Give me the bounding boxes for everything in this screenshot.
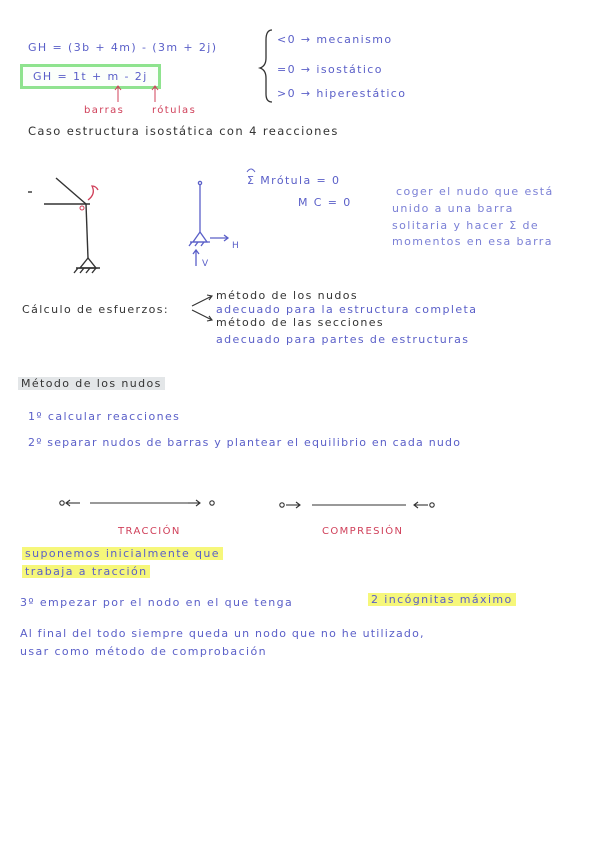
label-compresion: COMPRESIÓN <box>322 526 404 537</box>
supposition-line-1: suponemos inicialmente que <box>22 547 223 560</box>
tension-bar-icon <box>60 500 214 506</box>
supposition-line-2: trabaja a tracción <box>22 565 150 578</box>
class-row-3: >0 → hiperestático <box>277 87 407 100</box>
class-row-1: <0 → mecanismo <box>277 33 393 46</box>
frame-structure-icon <box>28 178 100 273</box>
calc-method-2: método de las secciones <box>216 316 385 329</box>
column-structure-icon <box>189 181 228 266</box>
step-1: 1º calcular reacciones <box>28 410 181 423</box>
pin-mark-icon <box>88 186 98 200</box>
label-h: H <box>232 241 241 251</box>
label-v: V <box>202 259 210 269</box>
compression-bar-icon <box>280 502 434 508</box>
right-note-1: coger el nudo que está <box>396 185 554 198</box>
nudos-heading: Método de los nudos <box>18 377 165 390</box>
moment-arc-icon <box>247 169 255 172</box>
formula-line-1: GH = (3b + 4m) - (3m + 2j) <box>28 41 218 54</box>
right-note-3: solitaria y hacer Σ de <box>392 219 539 232</box>
right-note-4: momentos en esa barra <box>392 235 553 248</box>
moment-note: Σ Mrótula = 0 <box>247 174 341 187</box>
brace-icon <box>260 30 272 102</box>
step-3: 3º empezar por el nodo en el que tenga <box>20 596 294 609</box>
right-note-2: unido a una barra <box>392 202 514 215</box>
calc-label: Cálculo de esfuerzos: <box>22 303 169 316</box>
mc-note: M C = 0 <box>298 196 352 209</box>
step-3-highlight: 2 incógnitas máximo <box>368 593 516 606</box>
heading-case: Caso estructura isostática con 4 reacciones <box>28 124 339 138</box>
final-line-1: Al final del todo siempre queda un nodo que no he utilizado, <box>20 627 425 640</box>
formula-line-2-boxed: GH = 1t + m - 2j <box>20 64 161 89</box>
calc-method-2-desc: adecuado para partes de estructuras <box>216 333 470 346</box>
label-barras: barras <box>84 105 125 116</box>
label-traccion: TRACCIÓN <box>118 526 181 537</box>
step-2: 2º separar nudos de barras y plantear el equilibrio en cada nudo <box>28 436 462 449</box>
calc-method-1-desc: adecuado para la estructura completa <box>216 303 478 316</box>
final-line-2: usar como método de comprobación <box>20 645 267 658</box>
class-row-2: =0 → isostático <box>277 63 383 76</box>
label-rotulas: rótulas <box>152 105 197 116</box>
calc-method-1: método de los nudos <box>216 289 358 302</box>
branch-arrows-icon <box>192 295 212 321</box>
